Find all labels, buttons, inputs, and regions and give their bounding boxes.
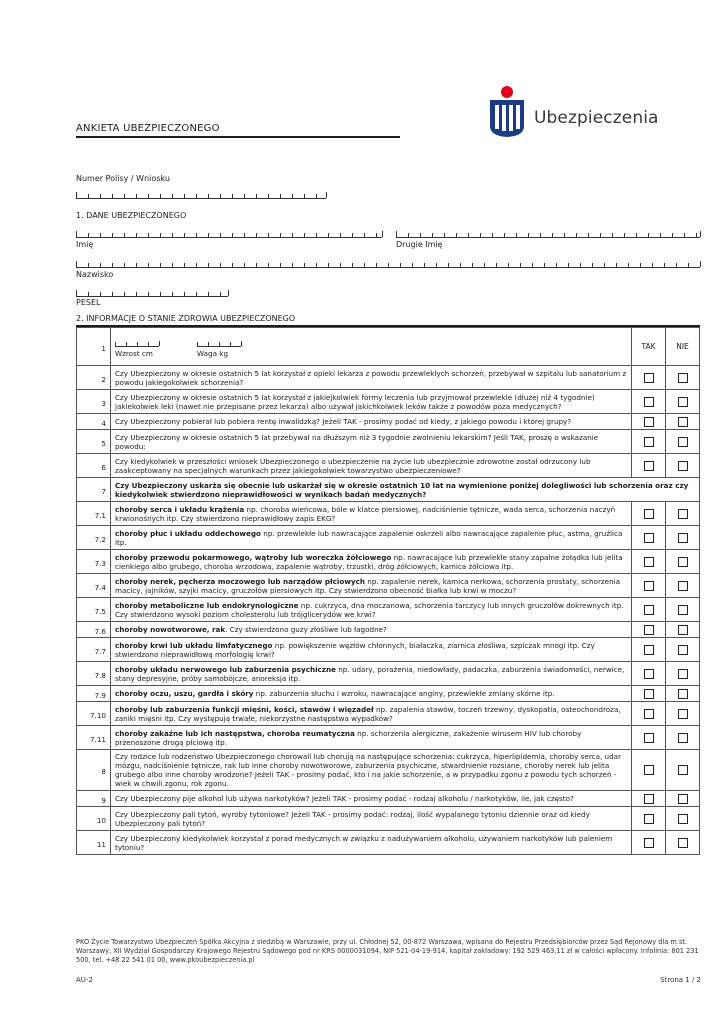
weight-field[interactable] (197, 340, 241, 347)
question-text (111, 598, 632, 622)
no-checkbox-cell (666, 726, 700, 750)
question-emphasis: choroby serca i układu krążenia (115, 504, 245, 514)
yes-checkbox[interactable] (644, 533, 654, 543)
question-emphasis: Czy Ubezpieczony uskarża się obecnie lub uskarżał się w okresie ostatnich 10 lat na wymienione poniżej dolegliwości lub schorzenia oraz czy kiedykolwiek stwierdzono nieprawidłowości w wynikach badań medycznych? (115, 480, 689, 499)
yes-checkbox-cell (632, 622, 666, 638)
yes-checkbox-cell (632, 414, 666, 430)
no-checkbox-cell (666, 807, 700, 831)
weight-label: Waga kg (197, 348, 229, 358)
yes-checkbox-cell (632, 831, 666, 855)
question-emphasis: choroby układu nerwowego lub zaburzenia psychiczne (115, 664, 336, 674)
page-number: Strona 1 / 2 (660, 976, 701, 984)
question-emphasis: choroby oczu, uszu, gardła i skóry (115, 689, 254, 698)
no-checkbox[interactable] (678, 437, 688, 447)
no-checkbox[interactable] (678, 373, 688, 383)
height-field[interactable] (115, 340, 159, 347)
table-row (77, 831, 700, 855)
brand-name: Ubezpieczenia (534, 108, 659, 128)
question-emphasis: choroby płuc i układu oddechowego (115, 528, 261, 538)
no-checkbox-cell (666, 414, 700, 430)
no-checkbox[interactable] (678, 461, 688, 471)
yes-checkbox[interactable] (644, 814, 654, 824)
question-emphasis: choroby lub zaburzenia funkcji mięśni, kości, stawów i więzadeł (115, 704, 374, 714)
table-row (77, 750, 700, 791)
question-text (111, 478, 700, 502)
no-checkbox-cell (666, 791, 700, 807)
table-row (77, 550, 700, 574)
question-text (111, 526, 632, 550)
table-row (77, 598, 700, 622)
table-row (77, 502, 700, 526)
yes-checkbox-cell (632, 807, 666, 831)
no-checkbox[interactable] (678, 669, 688, 679)
title-divider (76, 136, 400, 138)
question-number: 7.2 (77, 526, 111, 550)
yes-checkbox-cell (632, 598, 666, 622)
question-number: 6 (77, 454, 111, 478)
question-number: 1 (77, 328, 111, 366)
question-text (111, 622, 632, 638)
question-number: 7.6 (77, 622, 111, 638)
yes-checkbox-cell (632, 526, 666, 550)
table-row (77, 686, 700, 702)
question-body: Czy Ubezpieczony pali tytoń, wyroby tytoniowe? Jeżeli TAK - prosimy podać: rodzaj, ilość wypalanego tytoniu dziennie oraz od kiedy Ubezpieczony pali tytoń? (115, 809, 590, 828)
yes-checkbox-cell (632, 702, 666, 726)
yes-checkbox-cell (632, 638, 666, 662)
question-text (111, 750, 632, 791)
question-body: Czy rodzice lub rodzeństwo Ubezpieczonego chorowali lub chorują na następujące schorzenia: cukrzyca, hiperlipidemia, choroby serca, udar mózgu, nadciśnienie tętnicze, rak lub inne choroby nowotworowe, zaburzenia psychiczne, stwardnienie rozsiane, choroby nerek lub jelita grubego albo inne choroby wrodzone? Jeżeli TAK - prosimy podać, kto i na jakie schorzenie, a w przypadku zgonu z powodu tych schorzeń - wiek w chwili zgonu, rok zgonu. (115, 752, 622, 788)
yes-checkbox[interactable] (644, 669, 654, 679)
height-weight-cell (111, 328, 632, 366)
question-text (111, 550, 632, 574)
question-body: np. zaburzenia słuchu i wzroku, nawracające anginy, przewlekłe zmiany skórne itp. (253, 689, 555, 698)
no-checkbox-cell (666, 502, 700, 526)
yes-checkbox-cell (632, 662, 666, 686)
question-text (111, 831, 632, 855)
height-label: Wzrost cm (115, 348, 153, 358)
question-body: np. cukrzyca, dna moczanowa, schorzenia tarczycy lub innych gruczołów dokrewnych itp. Czy stwierdzono wysoki poziom cholesterolu lub trójglicerydów we krwi? (115, 600, 624, 619)
yes-checkbox-cell (632, 791, 666, 807)
form-code: AU-2 (76, 976, 93, 984)
question-text (111, 662, 632, 686)
yes-checkbox[interactable] (644, 625, 654, 635)
no-checkbox[interactable] (678, 733, 688, 743)
question-body: Czy Ubezpieczony pobierał lub pobiera rentę inwalidzką? Jeżeli TAK - prosimy podać od kiedy, z jakiego powodu i której grupy? (115, 417, 572, 426)
yes-checkbox[interactable] (644, 689, 654, 699)
question-number: 7.10 (77, 702, 111, 726)
form-title: ANKIETA UBEZPIECZONEGO (76, 123, 220, 134)
question-number: 3 (77, 390, 111, 414)
question-number: 7.9 (77, 686, 111, 702)
question-text (111, 702, 632, 726)
question-body: Czy Ubezpieczony pije alkohol lub używa narkotyków? Jeżeli TAK - prosimy podać - rodzaj alkoholu / narkotyków, ile, jak często? (115, 794, 574, 803)
table-row (77, 807, 700, 831)
question-text (111, 791, 632, 807)
question-body: np. powiększenie węzłów chłonnych, białaczka, ziarnica złośliwa, szpiczak mnogi itp. Czy stwierdzono nieprawidłową morfologię krwi? (115, 640, 595, 659)
no-checkbox[interactable] (678, 838, 688, 848)
table-row (77, 726, 700, 750)
table-row (77, 574, 700, 598)
table-row (77, 454, 700, 478)
brand-logo (488, 86, 659, 138)
question-body: Czy Ubezpieczony w okresie ostatnich 5 lat korzystał z opieki lekarza z powodu przewlekłych schorzeń, przebywał w szpitalu lub sanatorium z powodu jakiegokolwiek schorzenia? (115, 368, 627, 387)
question-text (111, 638, 632, 662)
yes-checkbox[interactable] (644, 733, 654, 743)
yes-checkbox[interactable] (644, 581, 654, 591)
middle-name-field[interactable] (396, 229, 700, 238)
question-emphasis: choroby przewodu pokarmowego, wątroby lub woreczka żółciowego (115, 552, 392, 562)
question-number: 2 (77, 366, 111, 390)
section1-heading: 1. DANE UBEZPIECZONEGO (76, 211, 187, 220)
section2-heading: 2. INFORMACJE O STANIE ZDROWIA UBEZPIECZONEGO (76, 314, 296, 323)
question-number: 10 (77, 807, 111, 831)
question-body: Czy kiedykolwiek w przeszłości wniosek Ubezpieczonego o ubezpieczenie na życie lub ubezpiecznie zdrowotne został odrzucony lub zaakceptowany na specjalnych warunkach przez jakiegokolwiek towarzystwo ubezpieczeniowe? (115, 456, 591, 475)
no-checkbox-cell (666, 750, 700, 791)
no-checkbox[interactable] (678, 557, 688, 567)
table-row (77, 662, 700, 686)
question-text (111, 430, 632, 454)
question-body: Czy Ubezpieczony w okresie ostatnich 5 lat przebywał na dłuższym niż 3 tygodnie zwolnieniu lekarskim? Jeśli TAK, proszę o wskazanie powodu: (115, 432, 599, 451)
table-row (77, 430, 700, 454)
no-checkbox[interactable] (678, 509, 688, 519)
table-row (77, 478, 700, 502)
question-text (111, 726, 632, 750)
table-row (77, 328, 700, 366)
question-text (111, 502, 632, 526)
yes-checkbox-cell (632, 574, 666, 598)
question-number: 5 (77, 430, 111, 454)
pko-logo-icon (488, 86, 526, 138)
question-text (111, 390, 632, 414)
yes-checkbox[interactable] (644, 397, 654, 407)
yes-checkbox[interactable] (644, 373, 654, 383)
health-questions-table (76, 327, 700, 855)
question-body: . Czy stwierdzono guzy złośliwe lub łagodne? (225, 625, 387, 634)
table-row (77, 622, 700, 638)
question-number: 7.4 (77, 574, 111, 598)
question-text (111, 574, 632, 598)
no-checkbox-cell (666, 598, 700, 622)
yes-header: TAK (632, 328, 666, 366)
question-text (111, 454, 632, 478)
question-number: 7.8 (77, 662, 111, 686)
question-number: 7.5 (77, 598, 111, 622)
no-checkbox-cell (666, 638, 700, 662)
yes-checkbox-cell (632, 550, 666, 574)
question-body: np. schorzenia alergiczne, zakażenie wirusem HIV lub choroby przenoszone drogą płciową itp. (115, 728, 582, 747)
question-text (111, 414, 632, 430)
yes-checkbox[interactable] (644, 417, 654, 427)
yes-checkbox[interactable] (644, 794, 654, 804)
question-body: Czy Ubezpieczony kiedykolwiek korzystał z porad medycznych w związku z nadużywaniem alkoholu, używaniem narkotyków lub paleniem tytoniu? (115, 833, 613, 852)
question-number: 11 (77, 831, 111, 855)
surname-label: Nazwisko (76, 270, 114, 279)
no-checkbox-cell (666, 430, 700, 454)
yes-checkbox-cell (632, 430, 666, 454)
question-body: np. zapalenia stawów, toczeń trzewny, dyskopatia, osteochondroza, zaniki mięśni itp. Czy występują trwałe, niekorzystne następstwa wypadków? (115, 704, 621, 723)
question-text (111, 807, 632, 831)
yes-checkbox-cell (632, 454, 666, 478)
question-emphasis: choroby krwi lub układu limfatycznego (115, 640, 273, 650)
question-number: 7.1 (77, 502, 111, 526)
question-body: Czy Ubezpieczony w okresie ostatnich 5 lat korzystał z jakiejkolwiek formy leczenia lub przyjmował przewlekle (dłużej niż 4 tygodnie) jakiekolwiek leki (nawet nie przepisane przez lekarza) albo używał jakichkolwiek leków także z powodów poza medycznych? (115, 392, 595, 411)
no-checkbox[interactable] (678, 709, 688, 719)
pesel-label: PESEL (76, 298, 101, 307)
yes-checkbox-cell (632, 750, 666, 791)
question-emphasis: choroby nowotworowe, rak (115, 625, 226, 634)
question-number: 7.7 (77, 638, 111, 662)
question-number: 4 (77, 414, 111, 430)
question-body: np. zapalenie nerek, kamica nerkowa, schorzenia prostaty, schorzenia macicy, jajników, szyjki macicy, gruczołów piersiowych itp. Czy stwierdzono obecność białka lub krwi w moczu? (115, 576, 621, 595)
question-emphasis: choroby zakaźne lub ich następstwa, choroba reumatyczna (115, 728, 355, 738)
question-number: 7.3 (77, 550, 111, 574)
no-checkbox-cell (666, 686, 700, 702)
policy-label: Numer Polisy / Wniosku (76, 174, 170, 183)
no-checkbox-cell (666, 366, 700, 390)
yes-checkbox[interactable] (644, 645, 654, 655)
no-checkbox[interactable] (678, 605, 688, 615)
table-row (77, 414, 700, 430)
yes-checkbox[interactable] (644, 765, 654, 775)
yes-checkbox[interactable] (644, 605, 654, 615)
question-text (111, 366, 632, 390)
table-row (77, 791, 700, 807)
yes-checkbox-cell (632, 726, 666, 750)
surname-field[interactable] (76, 259, 700, 268)
question-number: 9 (77, 791, 111, 807)
no-checkbox[interactable] (678, 765, 688, 775)
yes-checkbox[interactable] (644, 709, 654, 719)
question-text (111, 686, 632, 702)
question-emphasis: choroby metaboliczne lub endokrynologiczne (115, 600, 299, 610)
no-checkbox[interactable] (678, 533, 688, 543)
no-checkbox[interactable] (678, 417, 688, 427)
question-number: 7 (77, 478, 111, 502)
question-number: 7.11 (77, 726, 111, 750)
table-row (77, 526, 700, 550)
first-name-label: Imię (76, 240, 94, 249)
table-row (77, 638, 700, 662)
yes-checkbox[interactable] (644, 838, 654, 848)
no-checkbox-cell (666, 526, 700, 550)
no-checkbox-cell (666, 702, 700, 726)
no-checkbox-cell (666, 574, 700, 598)
table-row (77, 390, 700, 414)
no-checkbox[interactable] (678, 625, 688, 635)
yes-checkbox-cell (632, 502, 666, 526)
table-row (77, 366, 700, 390)
no-checkbox[interactable] (678, 581, 688, 591)
no-checkbox-cell (666, 622, 700, 638)
yes-checkbox[interactable] (644, 509, 654, 519)
no-checkbox[interactable] (678, 794, 688, 804)
no-checkbox-cell (666, 550, 700, 574)
no-checkbox[interactable] (678, 645, 688, 655)
question-emphasis: choroby nerek, pęcherza moczowego lub narządów płciowych (115, 576, 365, 586)
company-info-footer: PKO Życie Towarzystwo Ubezpieczeń Spółka Akcyjna z siedzibą w Warszawie, przy ul. Chłodnej 52, 00-872 Warszawa, wpisana do Rejestru Przedsiębiorców przez Sąd Rejonowy dla m.st. Warszawy, XII Wydział Gospodarczy Krajowego Rejestru Sądowego pod nr KRS 0000031094, NIP 521-04-19-914, kapitał zakładowy: 192 529 463,11 zł w całości wpłacony. Infolinia: 801 231 500, tel. +48 22 541 01 00, www.pkoubezpieczenia.pl (76, 938, 699, 964)
no-checkbox[interactable] (678, 814, 688, 824)
question-body: np. przewlekłe lub nawracające zapalenie oskrzeli albo nawracające zapalenie płuc, astma, gruźlica itp. (115, 528, 623, 547)
no-header: NIE (666, 328, 700, 366)
no-checkbox-cell (666, 662, 700, 686)
no-checkbox-cell (666, 390, 700, 414)
yes-checkbox[interactable] (644, 437, 654, 447)
yes-checkbox-cell (632, 686, 666, 702)
question-body: np. udary, porażenia, niedowłady, padaczka, zaburzenia świadomości, nerwice, stany depresyjne, próby samobójcze, anoreksja itp. (115, 664, 625, 683)
question-body: np. nawracające lub przewlekłe stany zapalne żołądka lub jelita cienkiego albo grubego, choroba wrzodowa, zapalenie wątroby, trzustki, dróg żółciowych, kamica żółciowa itp. (115, 552, 623, 571)
no-checkbox[interactable] (678, 689, 688, 699)
question-number: 8 (77, 750, 111, 791)
yes-checkbox[interactable] (644, 461, 654, 471)
yes-checkbox-cell (632, 366, 666, 390)
table-row (77, 702, 700, 726)
pesel-field[interactable] (76, 288, 228, 297)
no-checkbox-cell (666, 831, 700, 855)
first-name-field[interactable] (76, 229, 382, 238)
no-checkbox[interactable] (678, 397, 688, 407)
yes-checkbox[interactable] (644, 557, 654, 567)
yes-checkbox-cell (632, 390, 666, 414)
policy-number-field[interactable] (76, 190, 326, 199)
middle-name-label: Drugie Imię (396, 240, 443, 249)
question-body: np. choroba wieńcowa, bóle w klatce piersiowej, nadciśnienie tętnicze, wada serca, schorzenia naczyń krwionośnych itp. Czy stwierdzono nieprawidłowy zapis EKG? (115, 504, 616, 523)
no-checkbox-cell (666, 454, 700, 478)
